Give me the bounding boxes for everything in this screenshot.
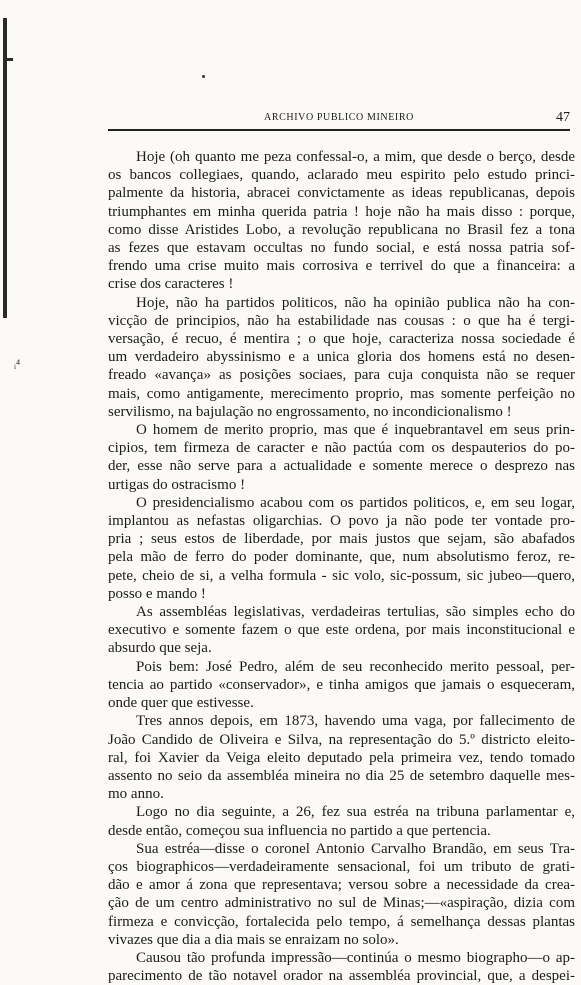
text-line: parecimento de tão notavel orador na assembléa provincial, que, a despei- [108, 968, 575, 985]
text-line: ção de um centro administrativo no sul de Minas;—«aspiração, dizia com [108, 895, 575, 912]
text-line: O presidencialismo acabou com os partidos politicos, e, em seu logar, [136, 494, 575, 511]
text-line: absurdo que seja. [108, 640, 212, 657]
body-text [108, 148, 575, 985]
text-line: triumphantes em minha querida patria ! hoje não ha mais disso : porque, [108, 203, 575, 220]
text-line: ços biographicos—verdadeiramente sensacional, foi um tributo de grati- [108, 858, 575, 875]
text-line: um verdadeiro abyssinismo e a unica gloria dos homens está no desen- [108, 349, 575, 366]
text-line: O homem de merito proprio, mas que é inquebrantavel em seus prin- [136, 422, 575, 439]
text-line: servilismo, na bajulação no engrossamento, no incondicionalismo ! [108, 403, 512, 420]
text-line: Hoje, não ha partidos politicos, não ha opinião publica não ha con- [136, 294, 575, 311]
running-head [108, 112, 570, 130]
margin-mark: ᵢ⁴ [14, 357, 21, 371]
running-title: ARCHIVO PUBLICO MINEIRO [264, 112, 414, 123]
text-line: posso e mando ! [108, 585, 206, 602]
ink-speck [202, 75, 205, 78]
page-gutter-line [3, 18, 7, 318]
text-line: Causou tão profunda impressão—continúa o mesmo biographo—o ap- [136, 949, 575, 966]
text-line: freado «avança» as posições sociaes, para cuja conquista não se requer [108, 367, 575, 384]
text-line: mais, como antigamente, merecimento proprio, mas somente perfeição no [108, 385, 575, 402]
text-line: pria ; seus estos de liberdade, por mais justos que sejam, são abafados [108, 531, 575, 548]
text-line: assento no seio da assembléa mineira no dia 25 de setembro daquelle mes- [108, 767, 575, 784]
text-line: vivazes que dia a dia mais se enraizam no solo». [108, 931, 399, 948]
paragraph [108, 148, 575, 294]
text-line: vicção de principios, não ha estabilidade nas cousas : o que ha é tergi- [108, 312, 575, 329]
paragraph [108, 421, 575, 494]
paragraph [108, 603, 575, 658]
text-line: cipios, tem firmeza de caracter e não pactúa com os despauterios do po- [108, 440, 575, 457]
paragraph [108, 712, 575, 803]
text-line: As assembléas legislativas, verdadeiras tertulias, são simples echo do [136, 604, 575, 621]
text-line: firmeza e convicção, fortalecida pelo tempo, á semelhança dessas plantas [108, 913, 575, 930]
text-line: onde quer que estivesse. [108, 695, 254, 712]
text-line: as fezes que estavam occultas no fundo social, e está nossa patria sof- [108, 240, 575, 257]
text-line: crise dos caracteres ! [108, 276, 234, 293]
text-line: Sua estréa—disse o coronel Antonio Carvalho Brandão, em seus Tra- [136, 840, 575, 857]
text-line: os bancos collegiaes, quando, aclarado meu espirito pelo estudo princi- [108, 167, 575, 184]
page-number: 47 [556, 110, 570, 125]
text-line: pela mão de ferro do poder dominante, que, num absolutismo feroz, re- [108, 549, 575, 566]
paragraph [108, 294, 575, 421]
page-gutter-tick [6, 58, 13, 61]
text-line: palmente da historia, abracei convictamente as ideas republicanas, depois [108, 185, 575, 202]
text-line: como disse Aristides Lobo, a revolução republicana no Brasil fez a tona [108, 221, 575, 238]
text-line: Hoje (oh quanto me peza confessal-o, a mim, que desde o berço, desde [136, 149, 575, 165]
text-line: versação, é recuo, é mentira ; o que hoje, caracteriza nossa sociedade é [108, 331, 575, 348]
text-line: ral, foi Xavier da Veiga eleito deputado pela primeira vez, tendo tomado [108, 749, 575, 766]
header-rule [108, 129, 570, 131]
paragraph [108, 803, 575, 839]
text-line: João Candido de Oliveira e Silva, na representação do 5.º districto eleito- [108, 731, 575, 748]
text-line: pete, cheio de si, a velha formula - sic volo, sic-possum, sic jubeo—quero, [108, 567, 575, 584]
paragraph [108, 840, 575, 949]
text-line: Pois bem: José Pedro, além de seu reconhecido merito pessoal, per- [136, 658, 575, 675]
paragraph [108, 494, 575, 603]
text-line: tencia ao partido «conservador», e tinha amigos que jamais o esqueceram, [108, 676, 575, 693]
text-line: frendo uma crise muito mais corrosiva e terrivel do que a financeira: a [108, 258, 575, 275]
paragraph [108, 949, 575, 985]
text-line: urtigas do ostracismo ! [108, 476, 246, 493]
text-line: mo anno. [108, 786, 164, 803]
text-line: executivo e somente fazem o que este ordena, por mais inconstitucional e [108, 622, 575, 639]
text-line: Tres annos depois, em 1873, havendo uma vaga, por fallecimento de [136, 713, 575, 730]
paragraph [108, 658, 575, 713]
text-line: implantou as nefastas oligarchias. O povo ja não pode ter vontade pro- [108, 513, 575, 530]
text-line: desde então, começou sua influencia no partido a que pertencia. [108, 822, 491, 839]
text-line: Logo no dia seguinte, a 26, fez sua estréa na tribuna parlamentar e, [136, 804, 575, 821]
text-line: der, esse não serve para a actualidade e somente merece o desprezo nas [108, 458, 575, 475]
text-line: dão e amor á zona que representava; versou sobre a necessidade da crea- [108, 877, 575, 894]
